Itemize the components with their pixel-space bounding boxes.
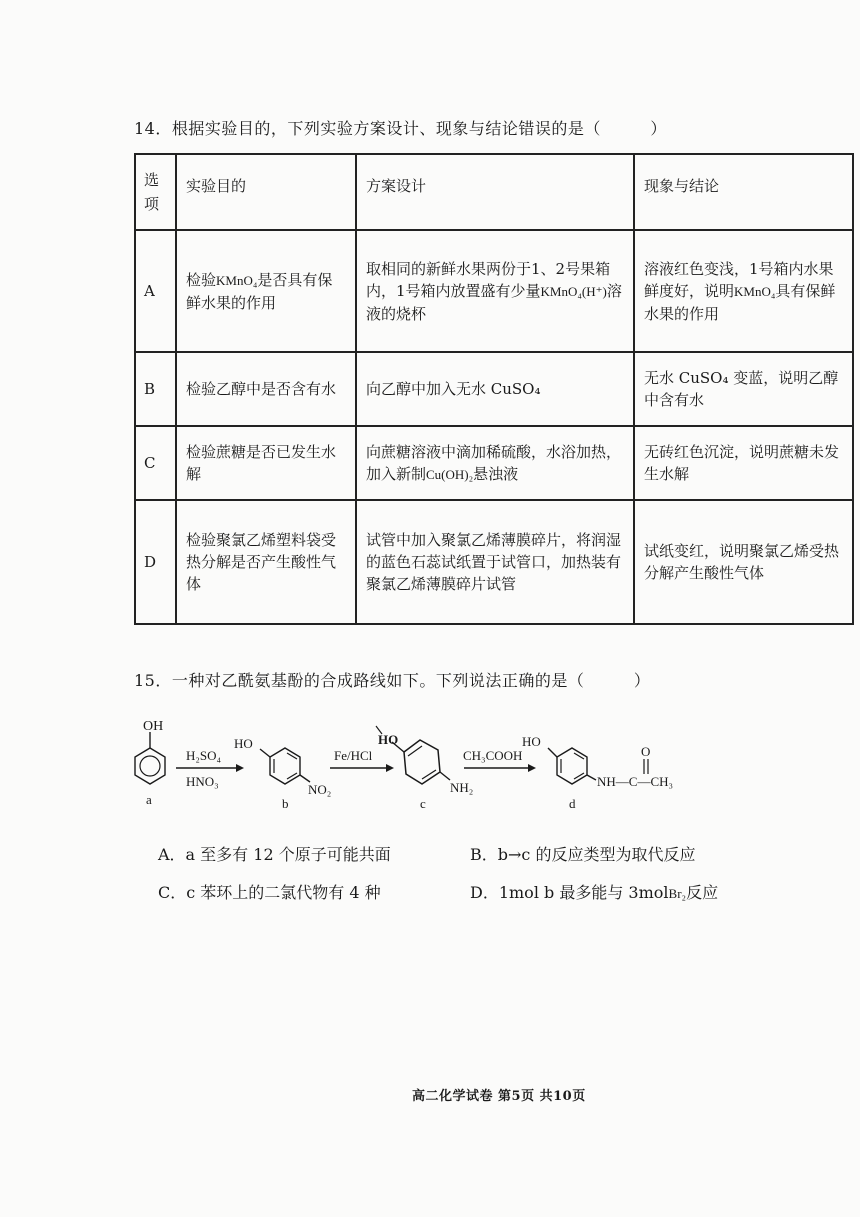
d-carbonyl-oxygen: O [641,744,651,759]
row-result: 试纸变红，说明聚氯乙烯受热分解产生酸性气体 [634,500,853,624]
compound-d [522,734,673,811]
header-result: 现象与结论 [634,154,853,230]
c-label: c [420,796,426,811]
b-label: b [282,796,289,811]
a-oh-group: OH [143,719,164,734]
table-row [135,426,853,500]
a-label: a [146,792,152,807]
row-design: 试管中加入聚氯乙烯薄膜碎片，将润湿的蓝色石蕊试纸置于试管口，加热装有聚氯乙烯薄膜碎片试管 [356,500,634,624]
step3-reagent: CH₃COOH [463,748,523,763]
row-option: D [135,500,176,624]
table-row [135,352,853,426]
question-14-stem: 14．根据实验目的，下列实验方案设计、现象与结论错误的是（ ） [134,119,667,138]
row-design: 向蔗糖溶液中滴加稀硫酸，水浴加热，加入新制Cu(OH)₂悬浊液 [356,426,634,500]
table-row [135,230,853,352]
header-purpose: 实验目的 [176,154,356,230]
row-result: 无砖红色沉淀，说明蔗糖未发生水解 [634,426,853,500]
row-design: 向乙醇中加入无水 CuSO₄ [356,352,634,426]
step1-reagent-bottom: HNO₃ [186,774,219,789]
b-ho-group: HO [234,736,253,751]
c-nh2-group: NH₂ [450,780,474,795]
row-result: 无水 CuSO₄ 变蓝，说明乙醇中含有水 [634,352,853,426]
synthesis-scheme [120,712,720,817]
row-purpose: 检验KMnO₄是否具有保鲜水果的作用 [176,230,356,352]
question-15-stem: 15．一种对乙酰氨基酚的合成路线如下。下列说法正确的是（ ） [134,671,651,690]
step1-reagent-top: H₂SO₄ [186,748,222,763]
row-result: 溶液红色变浅，1号箱内水果鲜度好，说明KMnO₄具有保鲜水果的作用 [634,230,853,352]
choice-a: A．a 至多有 12 个原子可能共面 [158,845,391,864]
b-no2-group: NO₂ [308,782,332,797]
compound-a [135,719,165,807]
header-design: 方案设计 [356,154,634,230]
arrow-step-3 [463,748,536,772]
step2-reagent: Fe/HCl [334,748,373,763]
d-label: d [569,796,576,811]
choice-d: D．1mol b 最多能与 3molBr₂反应 [470,883,719,902]
row-option: A [135,230,176,352]
arrow-step-2 [330,748,394,772]
d-ho-group: HO [522,734,541,749]
header-option: 选项 [135,154,176,230]
table-header-row [135,154,853,230]
row-purpose: 检验聚氯乙烯塑料袋受热分解是否产生酸性气体 [176,500,356,624]
row-option: C [135,426,176,500]
table-row [135,500,853,624]
row-purpose: 检验乙醇中是否含有水 [176,352,356,426]
choice-c: C．c 苯环上的二氯代物有 4 种 [158,883,381,902]
arrow-step-1 [176,748,244,789]
d-amide-group: NH—C—CH₃ [597,774,674,789]
choice-b: B．b→c 的反应类型为取代反应 [470,845,696,864]
page-footer: 高二化学试卷 第5页 共10页 [412,1089,586,1104]
row-design: 取相同的新鲜水果两份于1、2号果箱内，1号箱内放置盛有少量KMnO₄(H⁺)溶液的烧杯 [356,230,634,352]
compound-b [234,736,331,811]
c-ho-group: HO [378,732,399,747]
row-option: B [135,352,176,426]
experiment-table [134,153,854,625]
row-purpose: 检验蔗糖是否已发生水解 [176,426,356,500]
